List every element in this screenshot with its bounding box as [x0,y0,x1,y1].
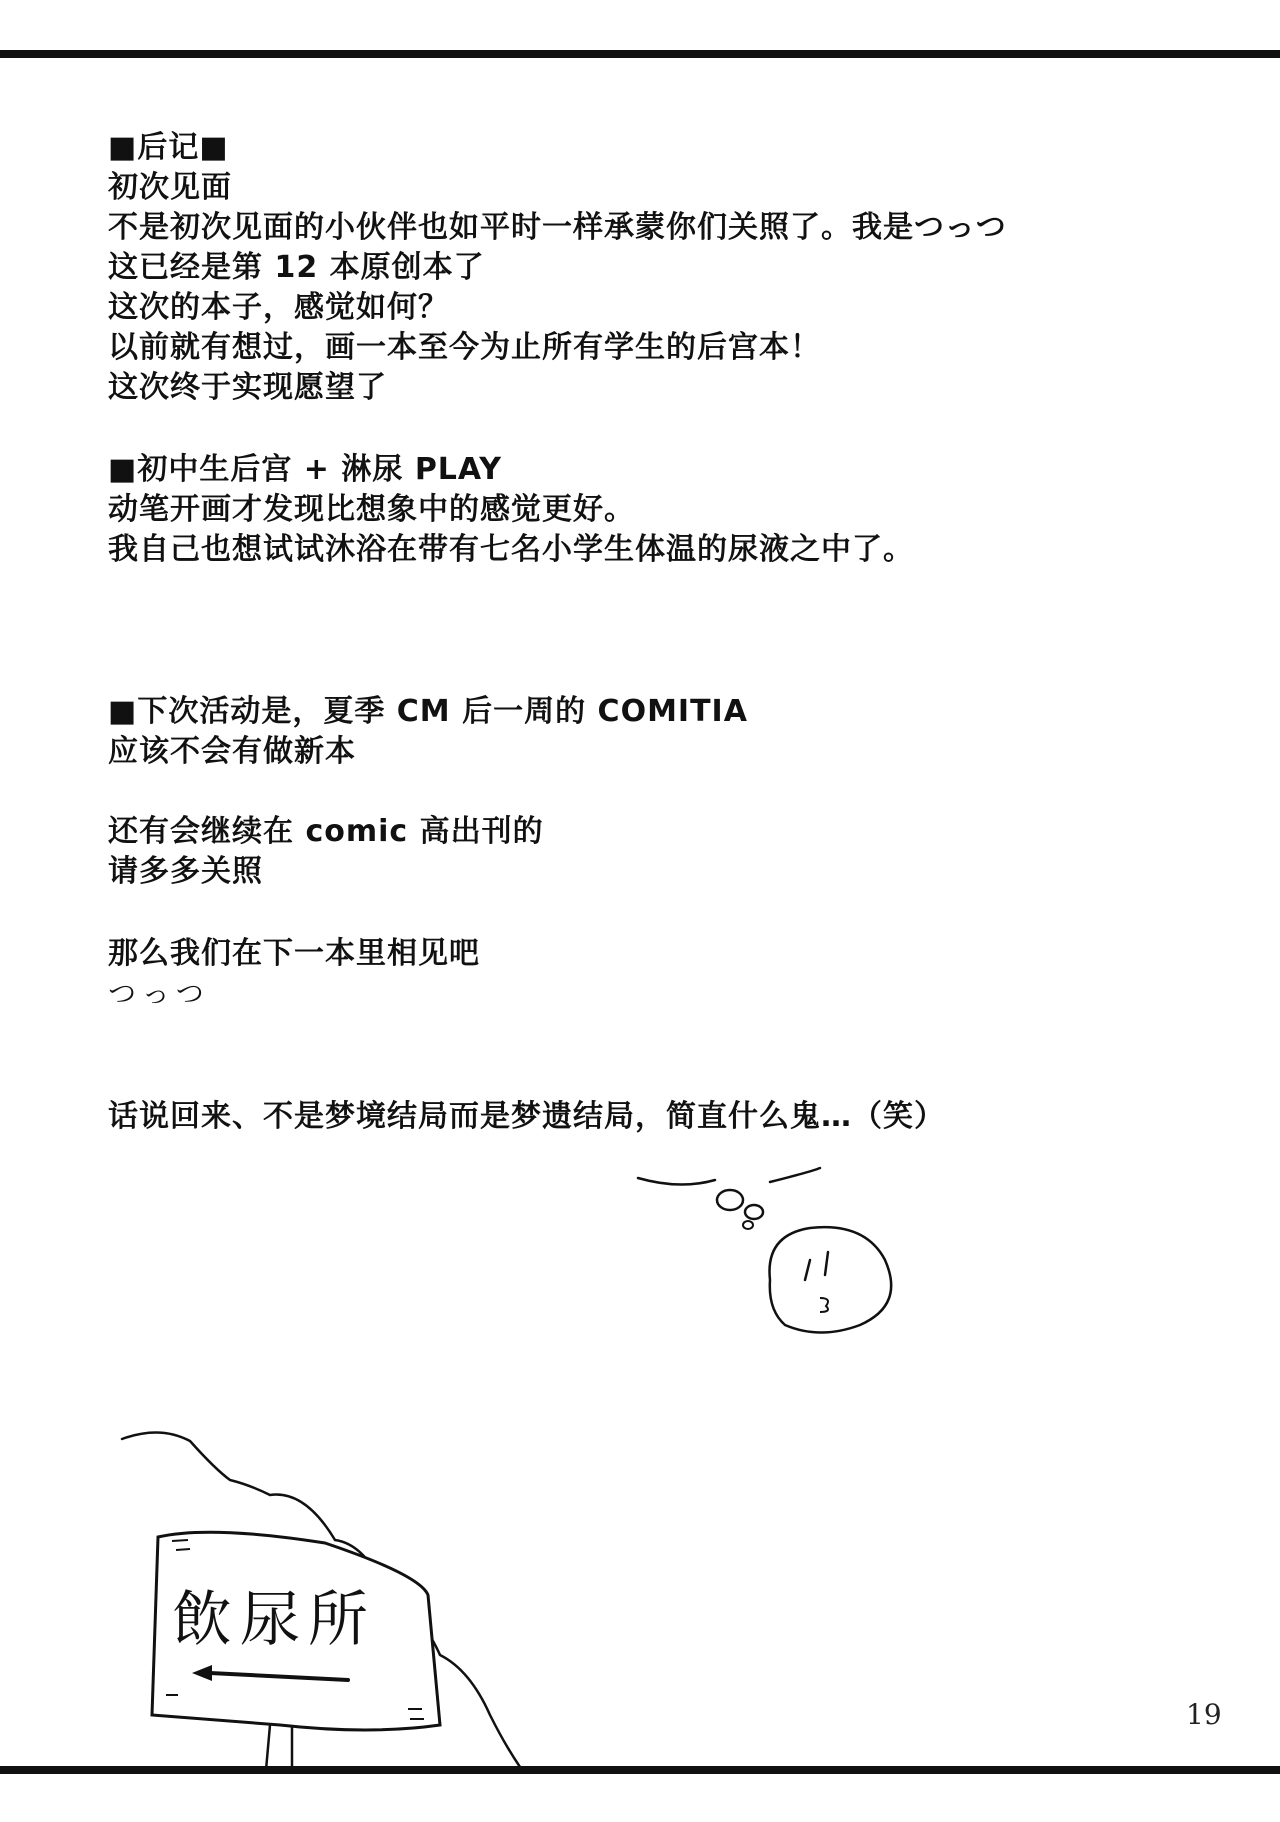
bottom-border-rule [0,1766,1280,1774]
top-border-rule [0,50,1280,58]
page-number: 19 [1186,1698,1222,1731]
section-line: 请多多关照 [108,854,263,889]
section-next-event [108,692,1108,772]
intro-line: 这次的本子，感觉如何？ [108,290,449,325]
closing-block [108,1097,1108,1137]
section-heading: ■初中生后宫 + 淋尿 PLAY [108,452,502,487]
section-harem [108,450,1108,570]
section-comic [108,812,1108,892]
author-signature: つっつ [108,977,210,1010]
afterword-intro [108,128,1108,408]
intro-line: 不是初次见面的小伙伴也如平时一样承蒙你们关照了。我是つっつ [108,210,1007,245]
section-line: 还有会继续在 comic 高出刊的 [108,814,544,849]
afterword-title: ■后记■ [108,130,229,165]
intro-line: 这次终于实现愿望了 [108,370,387,405]
section-line: 我自己也想试试沐浴在带有七名小学生体温的尿液之中了。 [108,532,914,567]
intro-line: 初次见面 [108,170,232,205]
section-heading: ■下次活动是，夏季 CM 后一周的 COMITIA [108,694,748,729]
intro-line: 以前就有想过，画一本至今为止所有学生的后宫本！ [108,330,821,365]
section-line: 应该不会有做新本 [108,734,356,769]
section-line: 动笔开画才发现比想象中的感觉更好。 [108,492,635,527]
farewell-block [108,934,1108,1014]
closing-text: 话说回来、不是梦境结局而是梦遗结局，简直什么鬼…（笑） [108,1099,945,1134]
farewell-text: 那么我们在下一本里相见吧 [108,936,480,971]
sign-label: 飲尿所 [172,1585,376,1655]
intro-line: 这已经是第 12 本原创本了 [108,250,485,285]
thought-bubble-doodle [620,1160,940,1360]
